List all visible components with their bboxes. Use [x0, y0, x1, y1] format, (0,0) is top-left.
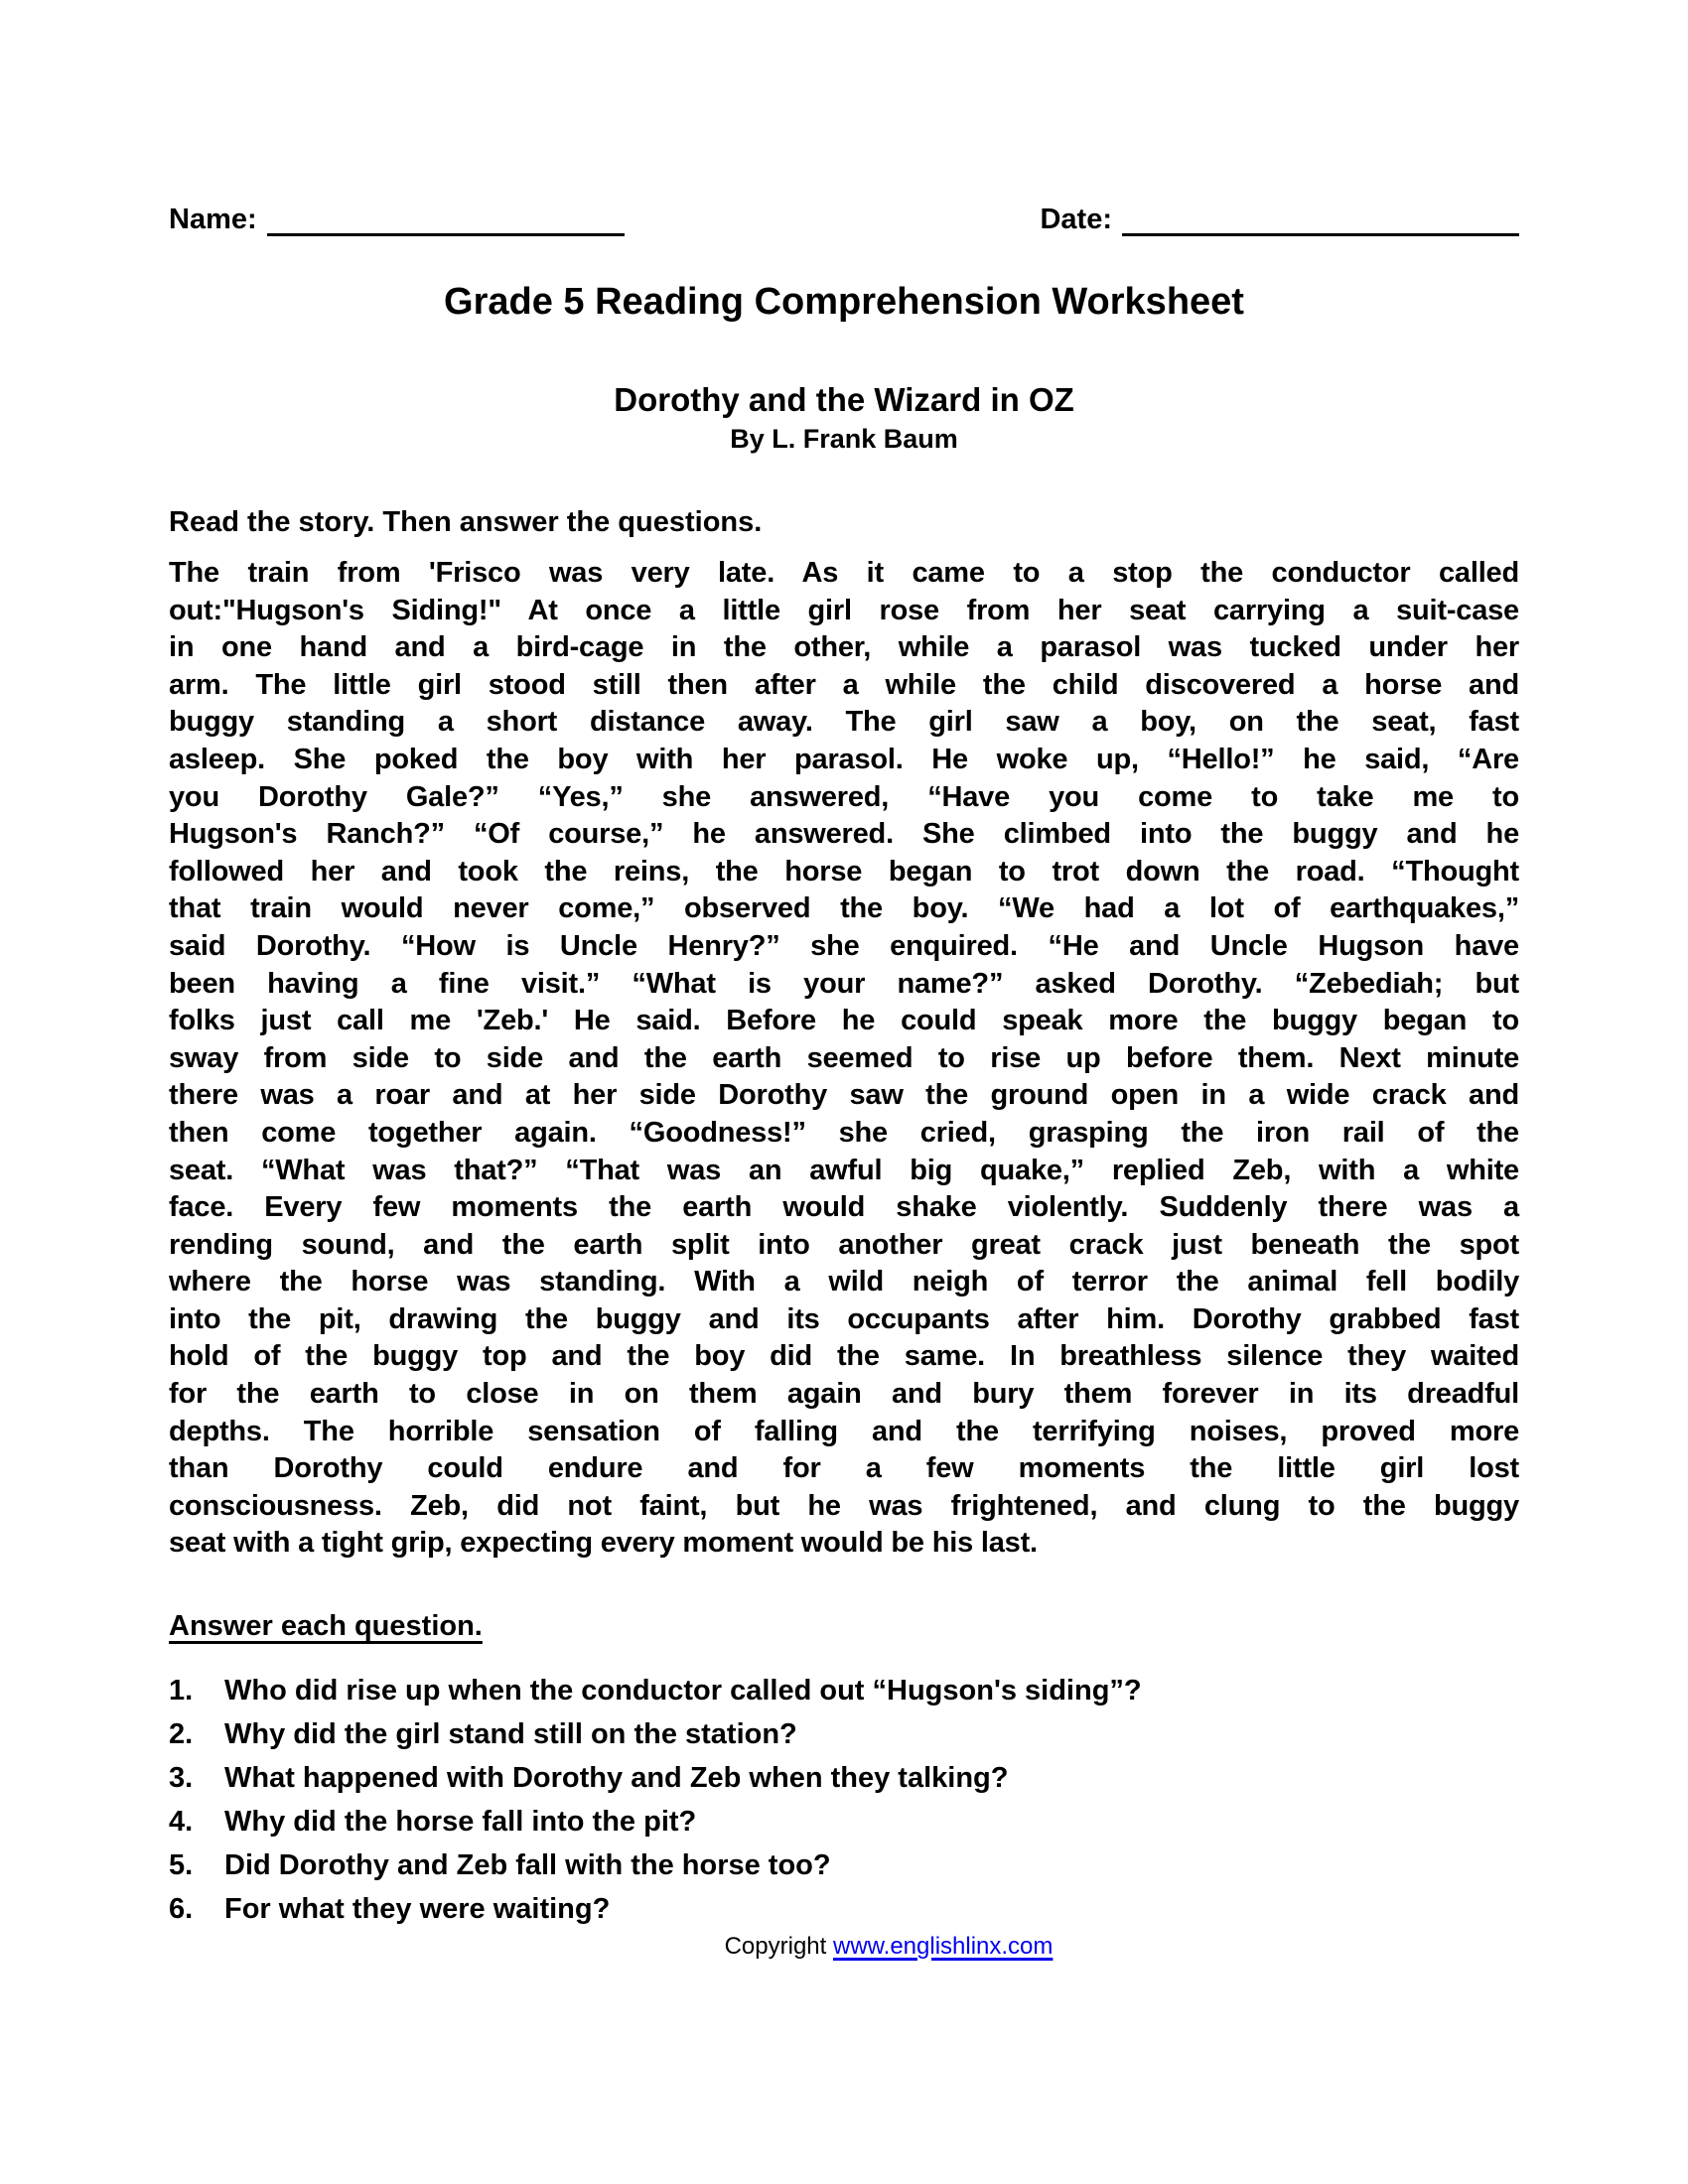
story-line: for the earth to close in on them again and bury them forever in its dreadful: [169, 1378, 1519, 1411]
story-line: then come together again. “Goodness!” she cried, grasping the iron rail of the: [169, 1116, 1519, 1149]
date-blank-line: [1122, 229, 1519, 236]
question-number: 2.: [169, 1718, 194, 1751]
copyright-label: Copyright: [724, 1933, 827, 1961]
story-line: rending sound, and the earth split into another great crack just beneath the spot: [169, 1228, 1519, 1261]
question-item: [169, 1669, 1519, 1712]
story-line: arm. The little girl stood still then after a while the child discovered a horse and: [169, 668, 1519, 701]
copyright-line: [169, 1933, 1519, 1961]
question-number: 6.: [169, 1893, 194, 1926]
byline: By L. Frank Baum: [730, 424, 958, 454]
story-line: seat. “What was that?” “That was an awful big quake,” replied Zeb, with a white: [169, 1154, 1519, 1186]
story-line: buggy standing a short distance away. The girl saw a boy, on the seat, fast: [169, 706, 1519, 739]
question-text: For what they were waiting?: [224, 1893, 611, 1926]
story-title: Dorothy and the Wizard in OZ: [614, 381, 1074, 418]
question-text: Why did the horse fall into the pit?: [224, 1806, 697, 1839]
question-text: Did Dorothy and Zeb fall with the horse too?: [224, 1849, 831, 1882]
story-line: said Dorothy. “How is Uncle Henry?” she enquired. “He and Uncle Hugson have: [169, 929, 1519, 962]
story-line: face. Every few moments the earth would shake violently. Suddenly there was a: [169, 1191, 1519, 1224]
story-line: where the horse was standing. With a wild neigh of terror the animal fell bodily: [169, 1266, 1519, 1298]
story-text: [169, 555, 1519, 1563]
story-line: followed her and took the reins, the horse began to trot down the road. “Thought: [169, 855, 1519, 887]
story-line: hold of the buggy top and the boy did the same. In breathless silence they waited: [169, 1340, 1519, 1373]
story-line: that train would never come,” observed the boy. “We had a lot of earthquakes,”: [169, 892, 1519, 925]
question-number: 5.: [169, 1849, 194, 1882]
name-label: Name:: [169, 204, 257, 235]
date-label: Date:: [1040, 204, 1112, 235]
story-line: The train from 'Frisco was very late. As it came to a stop the conductor called: [169, 557, 1519, 589]
page-title: Grade 5 Reading Comprehension Worksheet: [444, 281, 1244, 323]
story-line: folks just call me 'Zeb.' He said. Before he could speak more the buggy began to: [169, 1005, 1519, 1037]
story-line: consciousness. Zeb, did not faint, but he was frightened, and clung to the buggy: [169, 1489, 1519, 1522]
story-line: seat with a tight grip, expecting every moment would be his last.: [169, 1527, 1038, 1560]
name-field: [169, 204, 625, 236]
story-line: depths. The horrible sensation of falling and the terrifying noises, proved more: [169, 1415, 1519, 1447]
question-item: [169, 1843, 1519, 1887]
englishlinx-link[interactable]: www.englishlinx.com: [832, 1933, 1054, 1961]
questions-heading: Answer each question.: [169, 1610, 483, 1643]
story-line: you Dorothy Gale?” “Yes,” she answered, “Have you come to take me to: [169, 780, 1519, 813]
story-line: Hugson's Ranch?” “Of course,” he answered. She climbed into the buggy and he: [169, 818, 1519, 851]
story-line: been having a fine visit.” “What is your name?” asked Dorothy. “Zebediah; but: [169, 967, 1519, 1000]
story-line: there was a roar and at her side Dorothy saw the ground open in a wide crack and: [169, 1079, 1519, 1112]
question-number: 1.: [169, 1675, 194, 1707]
question-text: Why did the girl stand still on the station?: [224, 1718, 797, 1751]
question-item: [169, 1756, 1519, 1800]
question-text: What happened with Dorothy and Zeb when they talking?: [224, 1762, 1009, 1795]
story-line: sway from side to side and the earth seemed to rise up before them. Next minute: [169, 1041, 1519, 1074]
date-field: [1040, 204, 1519, 236]
story-line: out:"Hugson's Siding!" At once a little girl rose from her seat carrying a suit-case: [169, 594, 1519, 626]
story-line: than Dorothy could endure and for a few moments the little girl lost: [169, 1452, 1519, 1485]
question-item: [169, 1887, 1519, 1931]
question-text: Who did rise up when the conductor called out “Hugson's siding”?: [224, 1675, 1142, 1707]
question-item: [169, 1800, 1519, 1843]
instructions: Read the story. Then answer the questions.: [169, 506, 763, 538]
questions-list: [169, 1669, 1519, 1931]
name-blank-line: [267, 229, 625, 236]
story-line: in one hand and a bird-cage in the other, while a parasol was tucked under her: [169, 631, 1519, 664]
story-line: asleep. She poked the boy with her parasol. He woke up, “Hello!” he said, “Are: [169, 743, 1519, 775]
story-line: into the pit, drawing the buggy and its occupants after him. Dorothy grabbed fast: [169, 1302, 1519, 1335]
question-item: [169, 1712, 1519, 1756]
name-date-row: [169, 204, 1519, 236]
question-number: 4.: [169, 1806, 194, 1839]
question-number: 3.: [169, 1762, 194, 1795]
